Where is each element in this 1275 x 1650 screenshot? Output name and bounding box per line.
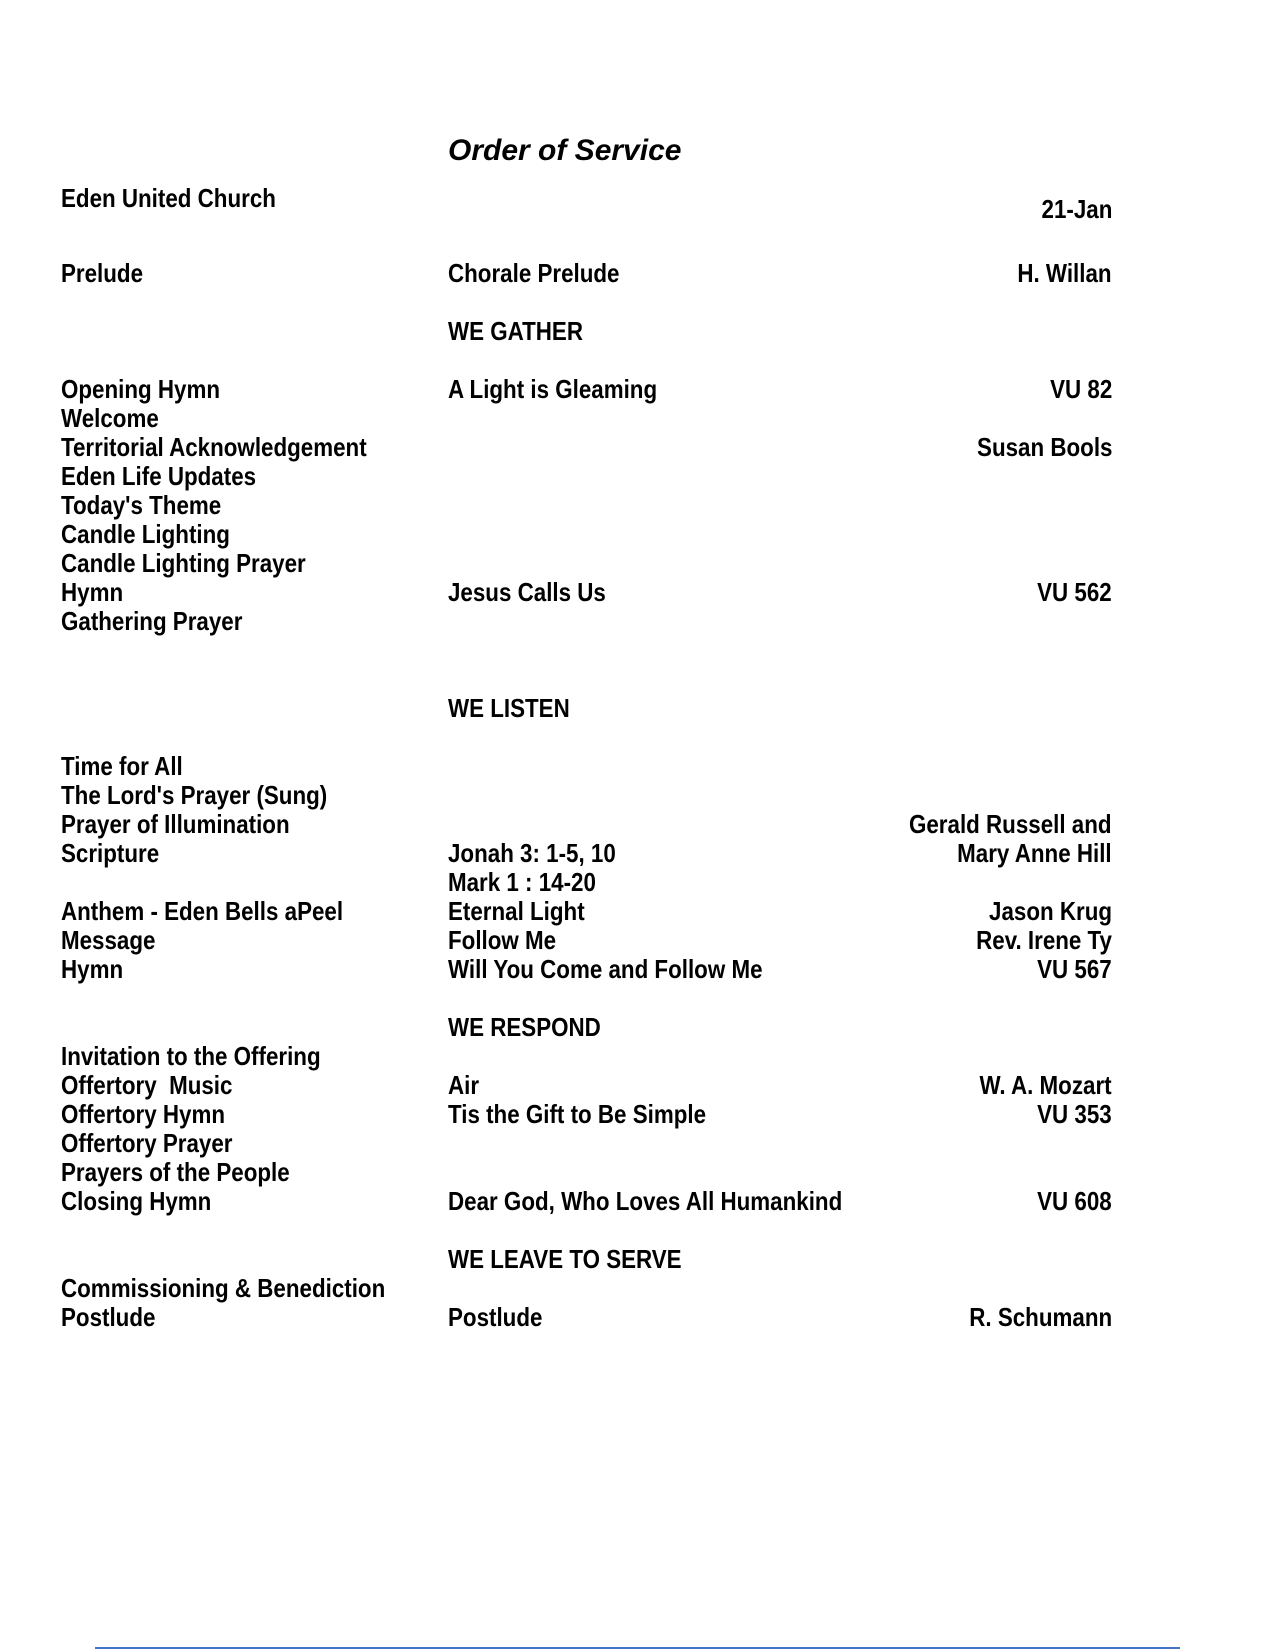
service-row [61, 462, 1112, 491]
service-item-credit: W. A. Mozart [979, 1070, 1112, 1100]
service-item-label: Eden Life Updates [61, 461, 257, 491]
service-item-credit: R. Schumann [969, 1302, 1112, 1332]
service-item-credit: VU 562 [1037, 577, 1112, 607]
service-row [61, 259, 1112, 288]
spacer-row [61, 665, 1112, 694]
service-item-label: Postlude [61, 1302, 156, 1332]
service-row [61, 433, 1112, 462]
service-item-credit: VU 353 [1037, 1099, 1112, 1129]
service-row [61, 868, 1112, 897]
service-item-detail: Chorale Prelude [448, 258, 620, 288]
service-row [61, 897, 1112, 926]
service-item-credit: Mary Anne Hill [957, 838, 1112, 868]
service-row [61, 810, 1112, 839]
service-item-label: Prelude [61, 258, 144, 288]
service-item-label: Candle Lighting [61, 519, 230, 549]
service-item-label: Anthem - Eden Bells aPeel [61, 896, 344, 926]
service-row [61, 1129, 1112, 1158]
service-item-label: Prayers of the People [61, 1157, 290, 1187]
service-item-detail: A Light is Gleaming [448, 374, 658, 404]
service-item-detail: Dear God, Who Loves All Humankind [448, 1186, 843, 1216]
service-item-credit: VU 82 [1049, 374, 1112, 404]
service-item-credit: VU 608 [1037, 1186, 1112, 1216]
service-item-credit: H. Willan [1017, 258, 1112, 288]
service-item-detail: Jonah 3: 1-5, 10 [448, 838, 616, 868]
service-row [61, 1100, 1112, 1129]
service-item-label: Gathering Prayer [61, 606, 243, 636]
service-row [61, 491, 1112, 520]
section-header: WE GATHER [448, 316, 583, 346]
service-date: 21-Jan [1041, 194, 1112, 224]
service-item-credit: Rev. Irene Ty [976, 925, 1112, 955]
service-item-detail: Follow Me [448, 925, 557, 955]
spacer-row [61, 984, 1112, 1013]
service-row [61, 1042, 1112, 1071]
service-item-label: Opening Hymn [61, 374, 221, 404]
service-item-label: Message [61, 925, 156, 955]
service-item-label: Scripture [61, 838, 160, 868]
service-item-credit: Gerald Russell and [909, 809, 1112, 839]
service-item-label: The Lord's Prayer (Sung) [61, 780, 328, 810]
section-row [61, 694, 1112, 723]
service-row [61, 607, 1112, 636]
service-row [61, 752, 1112, 781]
service-item-label: Offertory Prayer [61, 1128, 233, 1158]
service-item-label: Welcome [61, 403, 159, 433]
spacer-row [61, 346, 1112, 375]
service-item-detail: Will You Come and Follow Me [448, 954, 763, 984]
service-item-detail: Air [448, 1070, 480, 1100]
service-item-credit: Susan Bools [976, 432, 1112, 462]
section-header: WE LISTEN [448, 693, 570, 723]
service-item-label: Time for All [61, 751, 183, 781]
service-row [61, 1303, 1112, 1332]
service-item-label: Offertory Hymn [61, 1099, 226, 1129]
service-item-detail: Postlude [448, 1302, 543, 1332]
spacer-row [61, 636, 1112, 665]
service-item-label: Offertory Music [61, 1070, 233, 1100]
service-item-detail: Jesus Calls Us [448, 577, 606, 607]
spacer-row [61, 723, 1112, 752]
service-item-detail: Eternal Light [448, 896, 585, 926]
service-row [61, 926, 1112, 955]
service-item-credit: VU 567 [1037, 954, 1112, 984]
service-item-label: Hymn [61, 577, 124, 607]
spacer-row [61, 1216, 1112, 1245]
church-name: Eden United Church [61, 183, 276, 213]
section-header: WE LEAVE TO SERVE [448, 1244, 682, 1274]
service-row [61, 520, 1112, 549]
section-row [61, 317, 1112, 346]
section-row [61, 1013, 1112, 1042]
service-item-label: Today's Theme [61, 490, 222, 520]
service-item-label: Closing Hymn [61, 1186, 212, 1216]
service-row [61, 955, 1112, 984]
service-row [61, 1071, 1112, 1100]
service-row [61, 404, 1112, 433]
service-row [61, 375, 1112, 404]
service-item-label: Hymn [61, 954, 124, 984]
service-row [61, 781, 1112, 810]
spacer-row [61, 288, 1112, 317]
service-row [61, 1158, 1112, 1187]
service-item-label: Candle Lighting Prayer [61, 548, 306, 578]
service-item-label: Prayer of Illumination [61, 809, 290, 839]
service-row [61, 1274, 1112, 1303]
service-row [61, 578, 1112, 607]
page-title: Order of Service [448, 134, 682, 167]
service-item-credit: Jason Krug [988, 896, 1112, 926]
service-row [61, 839, 1112, 868]
service-item-label: Territorial Acknowledgement [61, 432, 367, 462]
service-item-detail: Mark 1 : 14-20 [448, 867, 596, 897]
service-item-label: Invitation to the Offering [61, 1041, 321, 1071]
service-row [61, 549, 1112, 578]
service-item-detail: Tis the Gift to Be Simple [448, 1099, 707, 1129]
section-header: WE RESPOND [448, 1012, 601, 1042]
service-item-label: Commissioning & Benediction [61, 1273, 386, 1303]
service-rows [61, 259, 1112, 1332]
service-row [61, 1187, 1112, 1216]
section-row [61, 1245, 1112, 1274]
bottom-divider-line [95, 1647, 1180, 1649]
